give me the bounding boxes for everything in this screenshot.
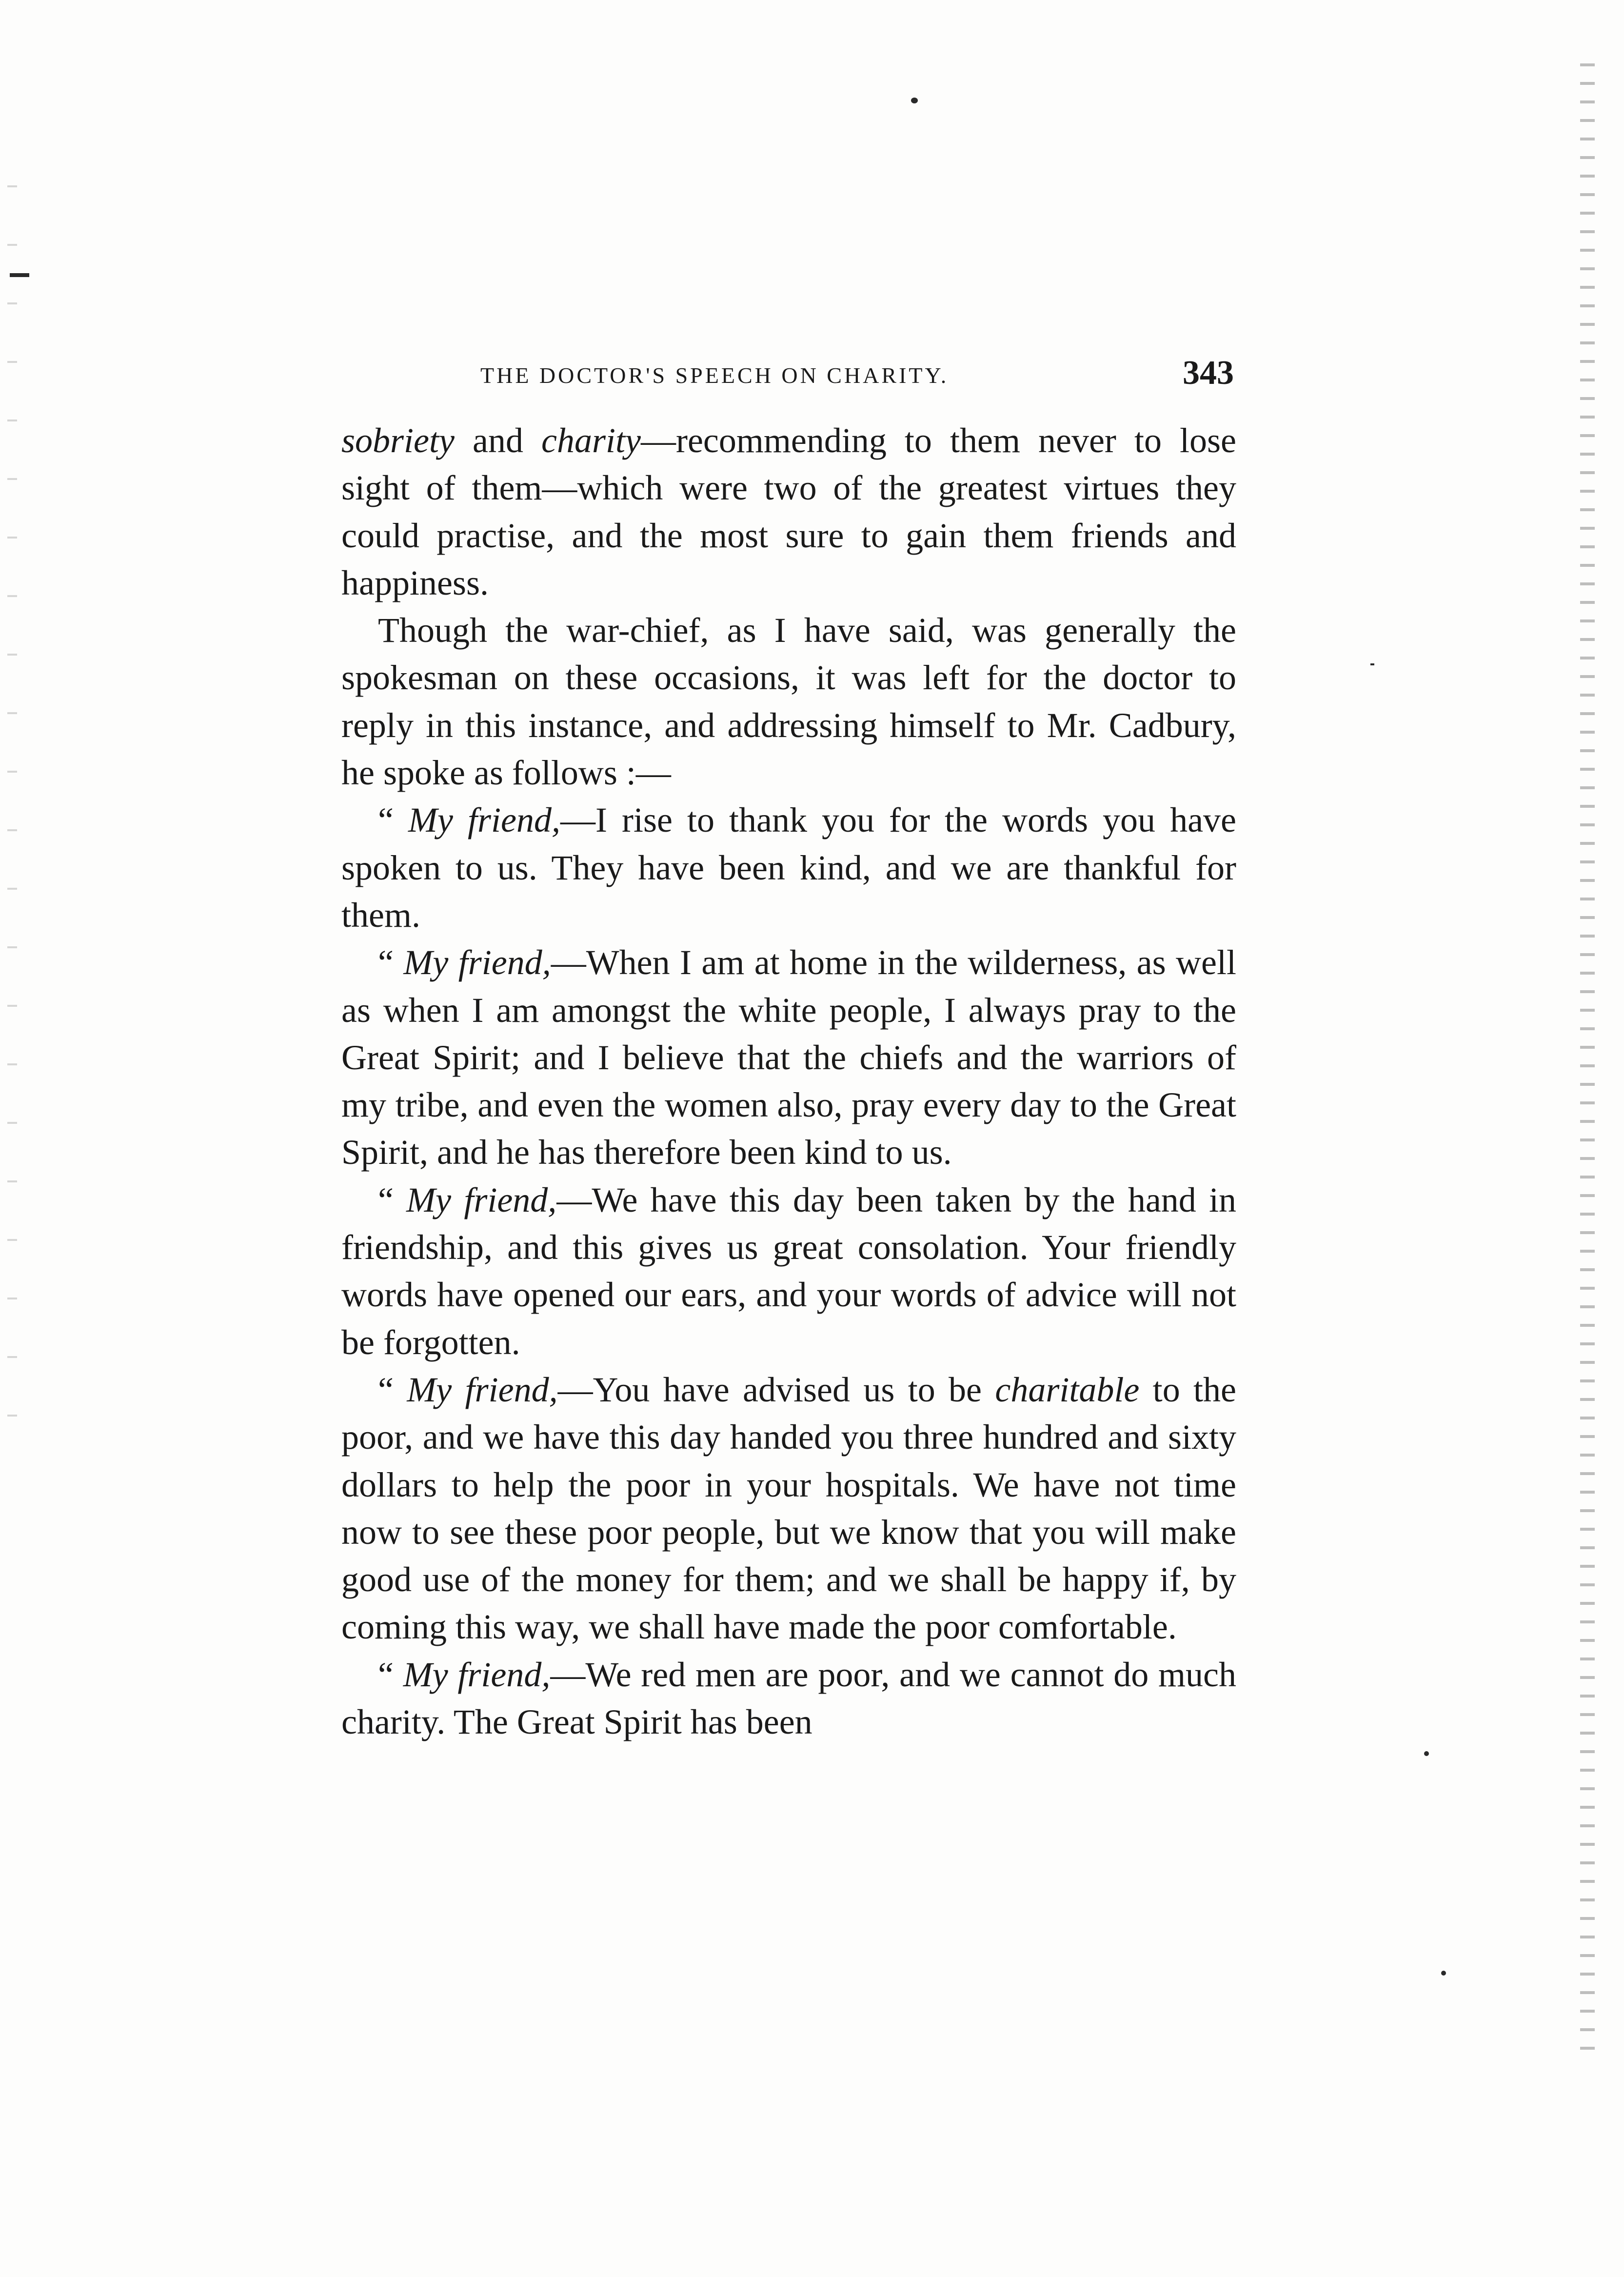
running-title: THE DOCTOR'S SPEECH ON CHARITY. xyxy=(480,363,949,388)
italic-word: charity xyxy=(541,421,641,460)
address-phrase: My friend, xyxy=(408,800,560,840)
address-phrase: My friend, xyxy=(406,1180,557,1219)
stray-ink-dot xyxy=(1424,1751,1429,1756)
stray-ink-dot xyxy=(1370,663,1374,665)
body-text xyxy=(341,417,1236,1746)
paragraph-text: —You have advised us to be xyxy=(557,1370,995,1409)
stray-ink-dot xyxy=(1441,1971,1446,1976)
paragraph-text: —I rise to thank you for the words you have spoken to us. They have been kind, and we are thankful for them. xyxy=(341,800,1237,935)
running-head xyxy=(480,354,1234,398)
stray-ink-dot xyxy=(911,98,918,103)
quote-mark: “ xyxy=(378,1370,407,1409)
paragraph-text: —When I am at home in the wilderness, as well as when I am amongst the white people, I always pray to the Great Spirit; and I believe that the chiefs and the warriors of my tribe, and even the women also, pray every day to the Great Spirit, and he has therefore been kind to us. xyxy=(341,943,1236,1172)
speech-paragraph xyxy=(341,1651,1236,1746)
quote-mark: “ xyxy=(378,943,404,982)
paragraph-text: to the poor, and we have this day handed you three hundred and sixty dollars to help the poor in your hospitals. We have not time now to see these poor people, but we know that you will make good use of the money for them; and we shall be happy if, by coming this way, we shall have made the poor comfortable. xyxy=(341,1370,1237,1647)
address-phrase: My friend, xyxy=(403,1655,551,1694)
paragraph-text: —recommending to them never to lose sight of them—which were two of the greatest virtues they could practise, and the most sure to gain them friends and happiness. xyxy=(341,421,1236,602)
page-number: 343 xyxy=(1183,354,1234,392)
italic-word: sobriety xyxy=(341,421,455,460)
paragraph-text: Though the war-chief, as I have said, was generally the spokesman on these occasions, it was left for the doctor to reply in this instance, and addressing himself to Mr. Cadbury, he spoke as follows :— xyxy=(341,611,1236,793)
speech-paragraph xyxy=(341,939,1236,1176)
paragraph-text: —We red men are poor, and we cannot do much charity. The Great Spirit has been xyxy=(341,1655,1236,1742)
address-phrase: My friend, xyxy=(403,943,551,982)
stray-ink-mark xyxy=(10,273,29,277)
scan-edge-marks-right xyxy=(1580,63,1595,2063)
speech-paragraph xyxy=(341,1366,1236,1651)
quote-mark: “ xyxy=(378,1655,403,1694)
speech-paragraph xyxy=(341,1177,1236,1366)
paragraph-text: and xyxy=(454,421,542,460)
address-phrase: My friend, xyxy=(407,1370,558,1409)
italic-word: charitable xyxy=(995,1370,1140,1409)
paragraph-text: —We have this day been taken by the hand in friendship, and this gives us great consolation. Your friendly words have opened our ears, and your words of advice will not be forgotten. xyxy=(341,1180,1236,1362)
quote-mark: “ xyxy=(378,1180,407,1219)
paragraph xyxy=(341,417,1236,607)
scan-edge-marks-left xyxy=(7,185,17,1454)
speech-paragraph xyxy=(341,797,1236,939)
quote-mark: “ xyxy=(378,800,408,840)
paragraph xyxy=(341,607,1236,797)
